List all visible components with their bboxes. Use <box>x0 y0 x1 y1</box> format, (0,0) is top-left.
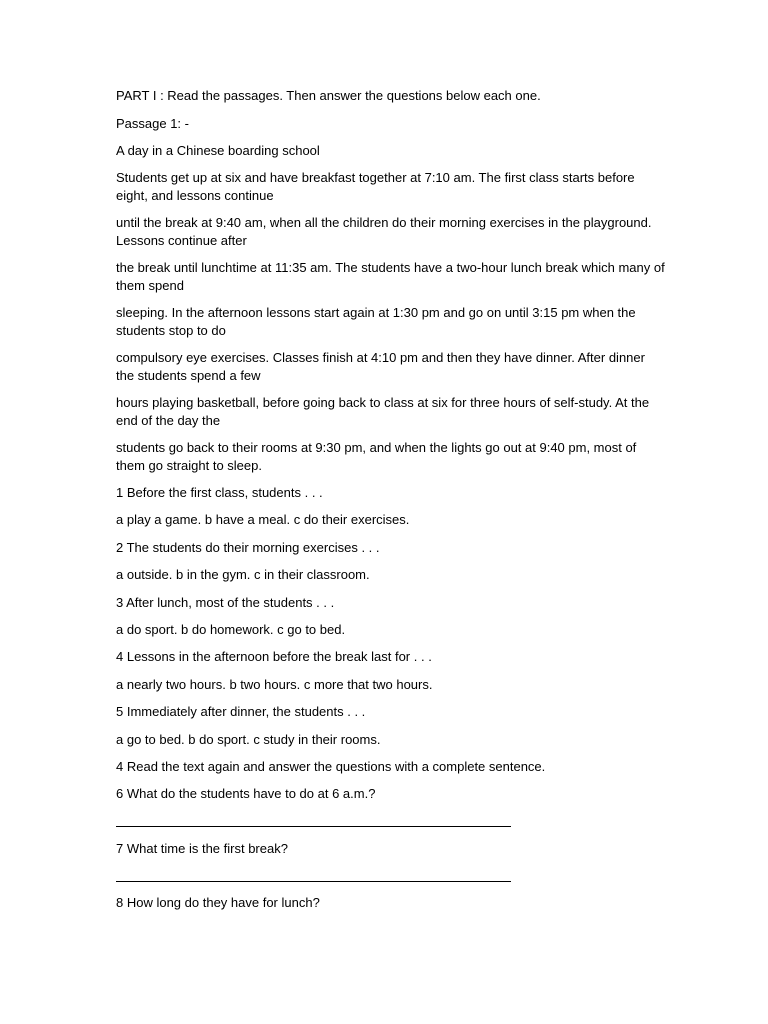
question-stem: 2 The students do their morning exercises . . . <box>116 540 380 555</box>
passage-paragraph: the break until lunchtime at 11:35 am. The students have a two-hour lunch break which many of them spend <box>116 260 665 293</box>
answer-line[interactable] <box>116 881 511 882</box>
question-stem: 3 After lunch, most of the students . . . <box>116 595 335 610</box>
passage-title: A day in a Chinese boarding school <box>116 143 320 158</box>
answer-line[interactable] <box>116 826 511 827</box>
question-stem: 1 Before the first class, students . . . <box>116 485 323 500</box>
question-options: a do sport. b do homework. c go to bed. <box>116 622 346 637</box>
question-stem: 5 Immediately after dinner, the students . . . <box>116 704 366 719</box>
instruction-heading: 4 Read the text again and answer the questions with a complete sentence. <box>116 759 546 774</box>
question-options: a go to bed. b do sport. c study in their rooms. <box>116 732 381 747</box>
question-options: a outside. b in the gym. c in their classroom. <box>116 567 370 582</box>
question-stem: 4 Lessons in the afternoon before the break last for . . . <box>116 649 432 664</box>
passage-paragraph: Students get up at six and have breakfast together at 7:10 am. The first class starts before eight, and lessons continue <box>116 170 635 203</box>
passage-paragraph: hours playing basketball, before going back to class at six for three hours of self-study. At the end of the day the <box>116 395 650 428</box>
open-question: 6 What do the students have to do at 6 a.m.? <box>116 786 376 801</box>
question-options: a nearly two hours. b two hours. c more that two hours. <box>116 677 433 692</box>
passage-label: Passage 1: - <box>116 116 189 131</box>
passage-paragraph: students go back to their rooms at 9:30 pm, and when the lights go out at 9:40 pm, most of them go straight to sleep. <box>116 440 637 473</box>
open-question: 7 What time is the first break? <box>116 841 288 856</box>
open-question: 8 How long do they have for lunch? <box>116 895 320 910</box>
passage-paragraph: compulsory eye exercises. Classes finish at 4:10 pm and then they have dinner. After dinner the students spend a few <box>116 350 645 383</box>
question-options: a play a game. b have a meal. c do their exercises. <box>116 512 410 527</box>
part-heading: PART I : Read the passages. Then answer the questions below each one. <box>116 88 541 103</box>
passage-paragraph: until the break at 9:40 am, when all the children do their morning exercises in the playground. Lessons continue after <box>116 215 652 248</box>
passage-paragraph: sleeping. In the afternoon lessons start again at 1:30 pm and go on until 3:15 pm when the students stop to do <box>116 305 636 338</box>
